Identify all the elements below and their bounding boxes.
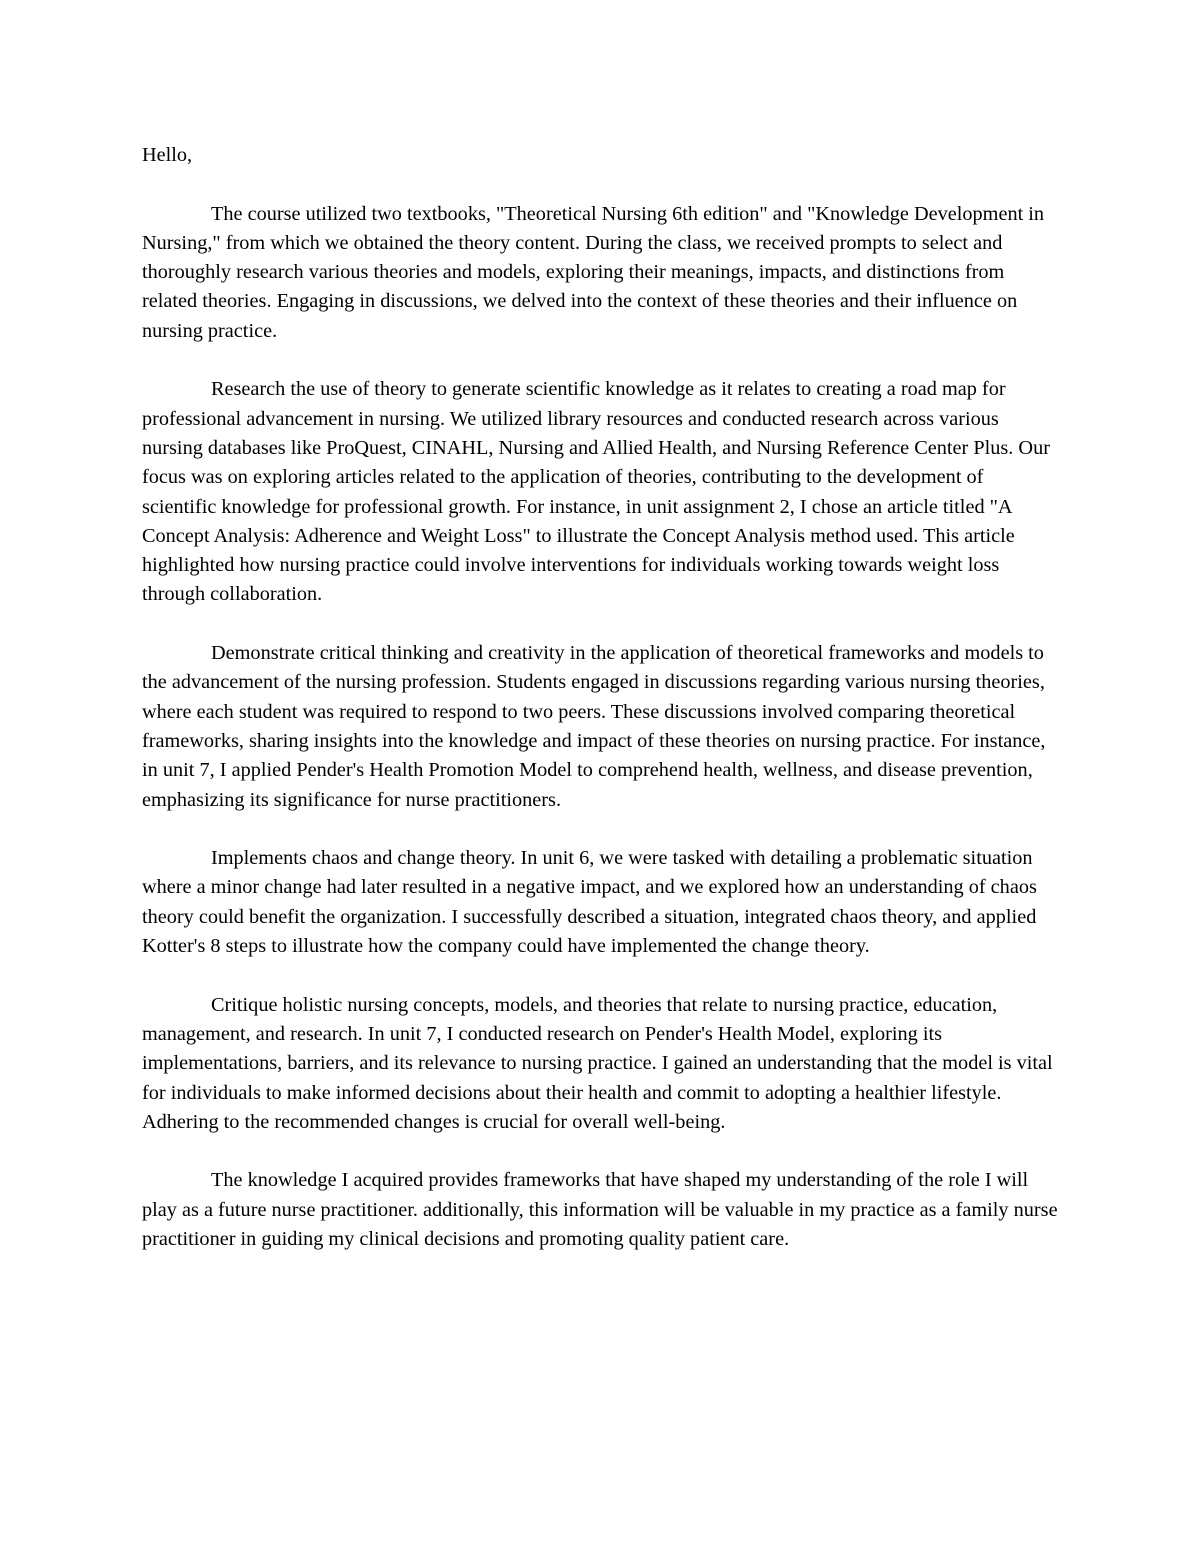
paragraph-textbooks: The course utilized two textbooks, "Theoretical Nursing 6th edition" and "Knowledge Development in Nursing," from which we obtained the theory content. During the class, we received prompts to select and thoroughly research various theories and models, exploring their meanings, impacts, and distinctions from related theories. Engaging in discussions, we delved into the context of these theories and their influence on nursing practice.: [142, 202, 1045, 342]
paragraph-critical-thinking: Demonstrate critical thinking and creativity in the application of theoretical frameworks and models to the advancement of the nursing profession. Students engaged in discussions regarding various nursing theories, where each student was required to respond to two peers. These discussions involved comparing theoretical frameworks, sharing insights into the knowledge and impact of these theories on nursing practice. For instance, in unit 7, I applied Pender's Health Promotion Model to comprehend health, wellness, and disease prevention, emphasizing its significance for nurse practitioners.: [142, 642, 1046, 811]
paragraph-chaos-change: Implements chaos and change theory. In unit 6, we were tasked with detailing a problematic situation where a minor change had later resulted in a negative impact, and we explored how an understanding of chaos theory could benefit the organization. I successfully described a situation, integrated chaos theory, and applied Kotter's 8 steps to illustrate how the company could have implemented the change theory.: [142, 847, 1037, 958]
paragraph-conclusion: The knowledge I acquired provides frameworks that have shaped my understanding of the role I will play as a future nurse practitioner. additionally, this information will be valuable in my practice as a family nurse practitioner in guiding my clinical decisions and promoting quality patient care.: [142, 1169, 1058, 1250]
document-body: [142, 141, 1062, 1254]
paragraph-holistic-critique: Critique holistic nursing concepts, models, and theories that relate to nursing practice, education, management, and research. In unit 7, I conducted research on Pender's Health Model, exploring its implementations, barriers, and its relevance to nursing practice. I gained an understanding that the model is vital for individuals to make informed decisions about their health and commit to adopting a healthier lifestyle. Adhering to the recommended changes is crucial for overall well-being.: [142, 993, 1053, 1133]
paragraph-research-theory: Research the use of theory to generate scientific knowledge as it relates to creating a road map for professional advancement in nursing. We utilized library resources and conducted research across various nursing databases like ProQuest, CINAHL, Nursing and Allied Health, and Nursing Reference Center Plus. Our focus was on exploring articles related to the application of theories, contributing to the development of scientific knowledge for professional growth. For instance, in unit assignment 2, I chose an article titled "A Concept Analysis: Adherence and Weight Loss" to illustrate the Concept Analysis method used. This article highlighted how nursing practice could involve interventions for individuals working towards weight loss through collaboration.: [142, 378, 1050, 606]
greeting: Hello,: [142, 144, 193, 166]
